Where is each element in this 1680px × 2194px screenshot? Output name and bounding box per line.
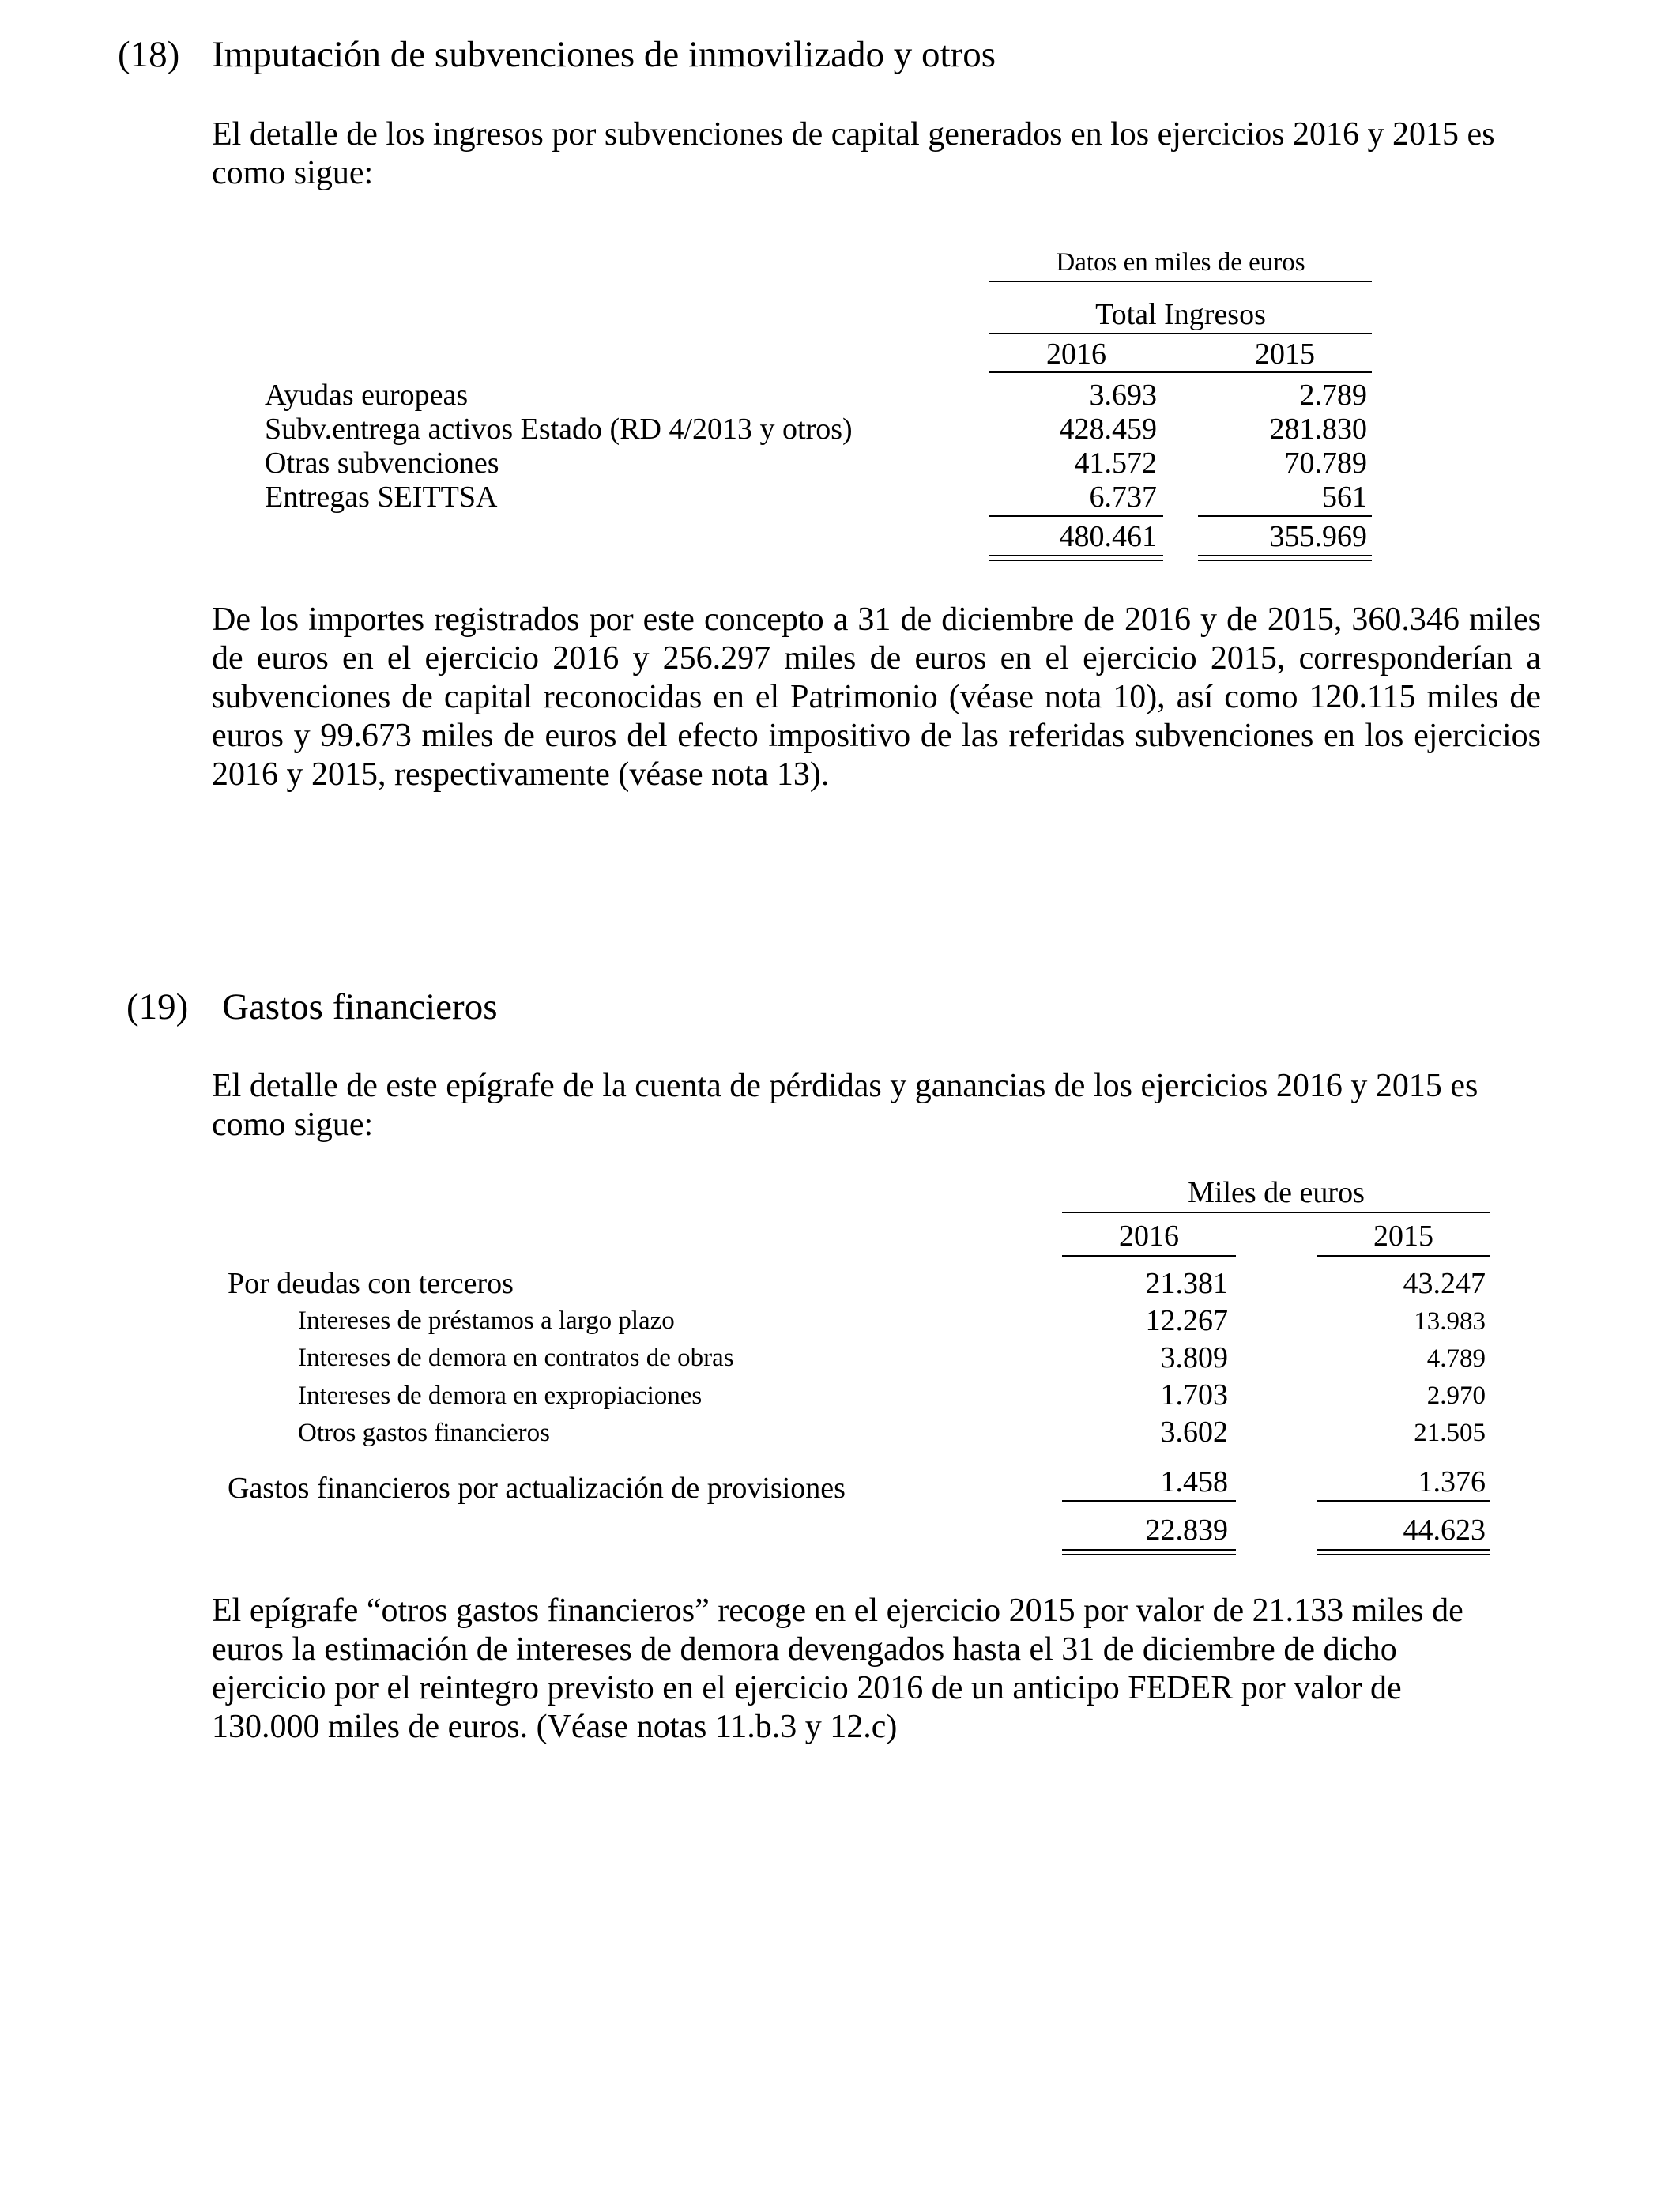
section-18-number: (18) xyxy=(118,34,180,75)
header-rule xyxy=(989,281,1372,282)
value-2016: 3.693 xyxy=(1089,379,1157,412)
section-18-note: De los importes registrados por este concepto a 31 de diciembre de 2016 y de 2015, 360.346 miles de euros en el ejercicio 2016 y 256.297 miles de euros en el ejercicio 2015, corresponderían a subvenciones de capital reconocidas en el Patrimonio (véase nota 10), así como 120.115 miles de euros y 99.673 miles de euros del efecto impositivo de las referidas subvenciones en los ejercicios 2016 y 2015, respectivamente (véase nota 13). xyxy=(212,601,1541,793)
row-label: Intereses de demora en expropiaciones xyxy=(298,1382,703,1410)
row-label: Ayudas europeas xyxy=(265,379,469,412)
subtotal-rule-2016 xyxy=(989,515,1163,517)
value-2015: 561 xyxy=(1322,481,1367,514)
value-2016: 428.459 xyxy=(1059,413,1157,446)
table-unit-header: Miles de euros xyxy=(1188,1176,1365,1209)
year-header-2016: 2016 xyxy=(1046,337,1106,371)
value-2016: 3.809 xyxy=(1160,1341,1228,1374)
row-label: Intereses de préstamos a largo plazo xyxy=(298,1306,675,1335)
value-2015: 70.789 xyxy=(1284,447,1367,480)
value-2016: 3.602 xyxy=(1160,1416,1228,1449)
value-2016: 1.458 xyxy=(1160,1465,1228,1498)
subtotal-rule-2015 xyxy=(1198,515,1372,517)
section-19-intro: El detalle de este epígrafe de la cuenta de pérdidas y ganancias de los ejercicios 2016 y 2015 es como sigue: xyxy=(212,1068,1478,1143)
group-header-rule xyxy=(989,333,1372,334)
row-label: Otras subvenciones xyxy=(265,447,499,480)
value-2015: 13.983 xyxy=(1414,1307,1486,1336)
year-rule-2015 xyxy=(1317,1255,1490,1257)
value-2015: 2.970 xyxy=(1426,1382,1486,1410)
total-2016: 480.461 xyxy=(1059,520,1157,553)
subtotal-rule-2016 xyxy=(1062,1500,1236,1502)
value-2016: 12.267 xyxy=(1145,1304,1228,1337)
year-header-rule xyxy=(989,371,1372,373)
year-header-2015: 2015 xyxy=(1255,337,1315,371)
year-rule-2016 xyxy=(1062,1255,1236,1257)
section-19-note: El epígrafe “otros gastos financieros” recoge en el ejercicio 2015 por valor de 21.133 miles de euros la estimación de intereses de demora devengados hasta el 31 de diciembre de dicho ejercicio por el reintegro previsto en el ejercicio 2016 de un anticipo FEDER por valor de 130.000 miles de euros. (Véase notas 11.b.3 y 12.c) xyxy=(212,1593,1463,1745)
row-label: Entregas SEITTSA xyxy=(265,481,498,514)
value-2015: 2.789 xyxy=(1299,379,1367,412)
total-2016: 22.839 xyxy=(1145,1514,1228,1547)
section-19-number: (19) xyxy=(126,986,189,1027)
value-2016: 21.381 xyxy=(1145,1267,1228,1300)
section-19-title: Gastos financieros xyxy=(222,986,498,1027)
value-2016: 1.703 xyxy=(1160,1378,1228,1412)
value-2016: 6.737 xyxy=(1089,481,1157,514)
year-header-2015: 2015 xyxy=(1373,1220,1433,1253)
value-2015: 281.830 xyxy=(1269,413,1367,446)
header-rule xyxy=(1062,1212,1490,1213)
total-2015: 355.969 xyxy=(1269,520,1367,553)
value-2015: 21.505 xyxy=(1414,1419,1486,1447)
year-header-2016: 2016 xyxy=(1119,1220,1179,1253)
row-label: Intereses de demora en contratos de obras xyxy=(298,1344,734,1372)
total-2015: 44.623 xyxy=(1403,1514,1486,1547)
subtotal-rule-2015 xyxy=(1317,1500,1490,1502)
table-unit-header: Datos en miles de euros xyxy=(1056,248,1305,277)
table-group-header: Total Ingresos xyxy=(1095,298,1266,331)
value-2015: 1.376 xyxy=(1418,1465,1486,1498)
total-double-rule-2015 xyxy=(1198,555,1372,561)
row-label: Gastos financieros por actualización de provisiones xyxy=(228,1472,846,1505)
row-label: Subv.entrega activos Estado (RD 4/2013 y otros) xyxy=(265,413,853,446)
total-double-rule-2016 xyxy=(1062,1549,1236,1555)
total-double-rule-2015 xyxy=(1317,1549,1490,1555)
section-18-title: Imputación de subvenciones de inmovilizado y otros xyxy=(212,34,996,75)
value-2015: 4.789 xyxy=(1426,1344,1486,1373)
value-2016: 41.572 xyxy=(1074,447,1157,480)
total-double-rule-2016 xyxy=(989,555,1163,561)
row-label: Otros gastos financieros xyxy=(298,1419,550,1447)
value-2015: 43.247 xyxy=(1403,1267,1486,1300)
row-label: Por deudas con terceros xyxy=(228,1267,514,1300)
section-18-intro: El detalle de los ingresos por subvenciones de capital generados en los ejercicios 2016 y 2015 es como sigue: xyxy=(212,116,1495,191)
